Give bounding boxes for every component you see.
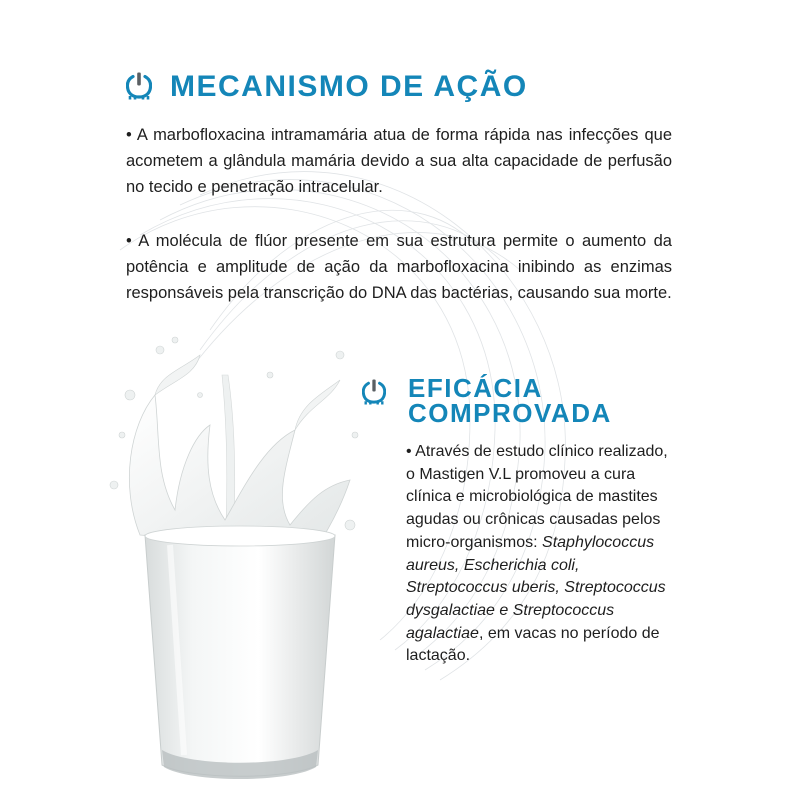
mechanism-paragraph-1: • A marbofloxacina intramamária atua de forma rápida nas infecções que acometem a glândula mamária devido a sua alta capacidade de perfusão no tecido e penetração intracelular. bbox=[126, 126, 672, 196]
drop-power-icon bbox=[362, 379, 386, 405]
mechanism-paragraph-2: • A molécula de flúor presente em sua estrutura permite o aumento da potência e amplitude de ação da marbofloxacina inibindo as enzimas responsáveis pela transcrição do DNA das bactérias, causando sua morte. bbox=[126, 232, 672, 302]
efficacy-title-line-2: COMPROVADA bbox=[408, 398, 612, 428]
efficacy-intro: • Através de estudo clínico realizado, o Mastigen V.L promoveu a cura clínica e microbiológica de mastites agudas ou crônicas causadas pelos micro-organismos: bbox=[406, 443, 668, 551]
mechanism-title: MECANISMO DE AÇÃO bbox=[170, 70, 528, 103]
efficacy-paragraph bbox=[406, 441, 676, 668]
efficacy-heading bbox=[362, 373, 612, 428]
efficacy-outro: , em vacas no período de lactação. bbox=[406, 624, 660, 665]
drop-power-icon bbox=[126, 72, 152, 100]
efficacy-title-line-1: EFICÁCIA bbox=[408, 373, 543, 403]
efficacy-species: Staphylococcus aureus, Escherichia coli, Streptococcus uberis, Streptococcus dysgalactiae e Streptococcus agalactiae bbox=[406, 533, 666, 642]
milk-glass-splash-image bbox=[100, 335, 370, 785]
mechanism-heading bbox=[126, 70, 528, 104]
